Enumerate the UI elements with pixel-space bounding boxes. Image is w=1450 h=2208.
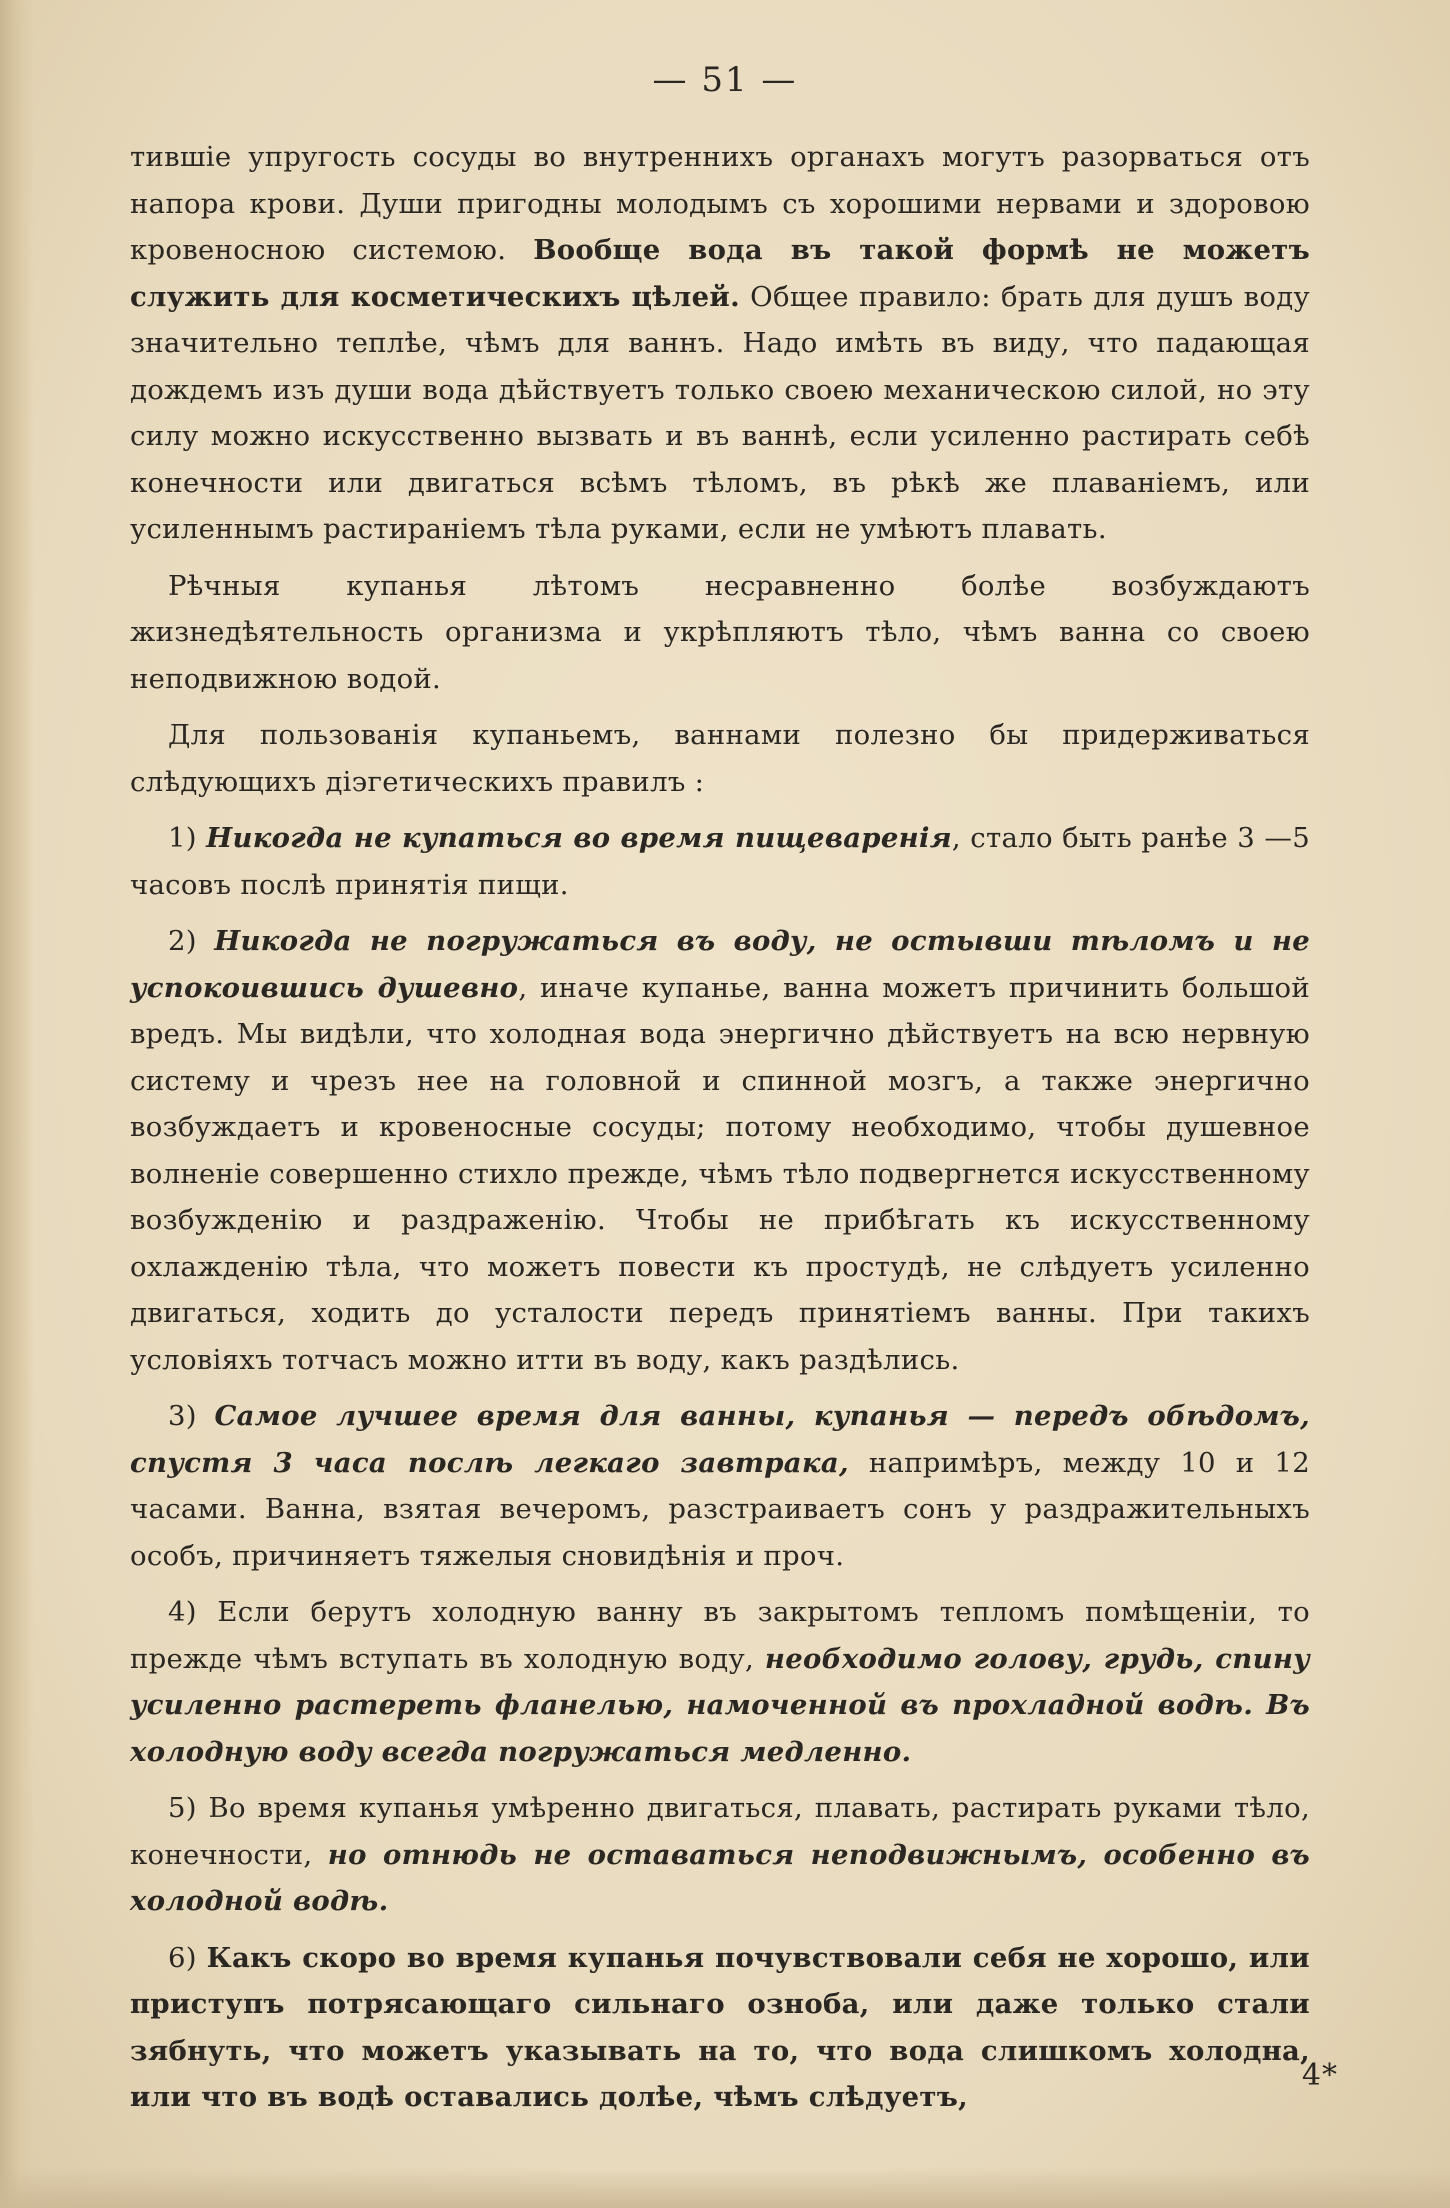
paragraph: [130, 134, 1310, 553]
rule-item: [130, 1785, 1310, 1925]
rule-item: [130, 1935, 1310, 2121]
signature-mark: 4*: [1301, 2058, 1338, 2093]
text-segment-emphasis: Самое лучшее время для ванны, купанья — передъ обѣдомъ, спустя 3 часа послѣ легкаго завтрака,: [130, 1400, 1310, 1479]
paragraph: [130, 712, 1310, 805]
text-segment-emphasis: но отнюдь не оставаться неподвижнымъ, особенно въ холодной водѣ.: [130, 1838, 1310, 1917]
rule-item: [130, 1589, 1310, 1775]
page-number: — 51 —: [652, 60, 798, 100]
page-bottom-shadow: [0, 2168, 1450, 2208]
text-segment-emphasis: необходимо голову, грудь, спину усиленно растереть фланелью, намоченной въ прохладной водѣ. Въ холодную воду всегда погружаться медленно.: [130, 1642, 1310, 1768]
text-segment-emphasis: Никогда не погружаться въ воду, не остывши тѣломъ и не успокоившись душевно: [130, 925, 1311, 1004]
text-segment: 5) Во время купанья умѣренно двигаться, плавать, растирать руками тѣло, конечности,: [130, 1792, 1310, 1871]
text-segment: 4) Если берутъ холодную ванну въ закрытомъ тепломъ помѣщеніи, то прежде чѣмъ вступать въ холодную воду,: [130, 1596, 1310, 1675]
text-segment: 3): [168, 1400, 215, 1432]
text-segment: напримѣръ, между 10 и 12 часами. Ванна, взятая вечеромъ, разстраиваетъ сонъ у раздражительныхъ особъ, причиняетъ тяжелыя сновидѣнія и проч.: [130, 1446, 1310, 1572]
rule-item: [130, 918, 1310, 1383]
text-segment-bold: Какъ скоро во время купанья почувствовали себя не хорошо, или приступъ потрясающаго сильнаго озноба, или даже только стали зябнуть, что можетъ указывать на то, что вода слишкомъ холодна, или что въ водѣ оставались долѣе, чѣмъ слѣдуетъ,: [130, 1941, 1310, 2113]
text-segment: 1): [168, 822, 207, 854]
text-segment: 2): [168, 925, 215, 957]
page-edge-shadow: [0, 0, 34, 2208]
text-segment: Для пользованія купаньемъ, ваннами полезно бы придерживаться слѣдующихъ діэгетическихъ правилъ :: [130, 719, 1310, 798]
text-segment: , стало быть ранѣе 3 —5 часовъ послѣ принятія пищи.: [130, 822, 1310, 901]
text-segment: , иначе купанье, ванна можетъ причинить большой вредъ. Мы видѣли, что холодная вода энергично дѣйствуетъ на всю нервную систему и чрезъ нее на головной и спинной мозгъ, а также энергично возбуждаетъ и кровеносные сосуды; потому необходимо, чтобы душевное волненіе совершенно стихло прежде, чѣмъ тѣло подвергнется искусственному возбужденію и раздраженію. Чтобы не прибѣгать къ искусственному охлажденію тѣла, что можетъ повести къ простудѣ, не слѣдуетъ усиленно двигаться, ходить до усталости передъ принятіемъ ванны. При такихъ условіяхъ тотчасъ можно итти въ воду, какъ раздѣлись.: [130, 971, 1310, 1376]
text-segment: Общее правило: брать для душъ воду значительно теплѣе, чѣмъ для ваннъ. Надо имѣть въ виду, что падающая дождемъ изъ души вода дѣйствуетъ только своею механическою силой, но эту силу можно искусственно вызвать и въ ваннѣ, если усиленно растирать себѣ конечности или двигаться всѣмъ тѣломъ, въ рѣкѣ же плаваніемъ, или усиленнымъ растираніемъ тѣла руками, если не умѣютъ плавать.: [130, 280, 1310, 545]
text-segment-bold: Вообще вода въ такой формѣ не можетъ служить для косметическихъ цѣлей.: [130, 234, 1310, 313]
text-segment: тившіе упругость сосуды во внутреннихъ органахъ могутъ разорваться отъ напора крови. Души пригодны молодымъ съ хорошими нервами и здоровою кровеносною системою.: [130, 141, 1310, 266]
text-segment-emphasis: Никогда не купаться во время пищеваренія: [206, 822, 952, 854]
rule-item: [130, 1393, 1310, 1579]
rule-item: [130, 815, 1310, 908]
body-text: [130, 134, 1310, 2131]
paragraph: [130, 563, 1310, 703]
text-segment: 6): [168, 1941, 207, 1974]
text-segment: Рѣчныя купанья лѣтомъ несравненно болѣе возбуждаютъ жизнедѣятельность организма и укрѣпляютъ тѣло, чѣмъ ванна со своею неподвижною водой.: [130, 569, 1310, 695]
